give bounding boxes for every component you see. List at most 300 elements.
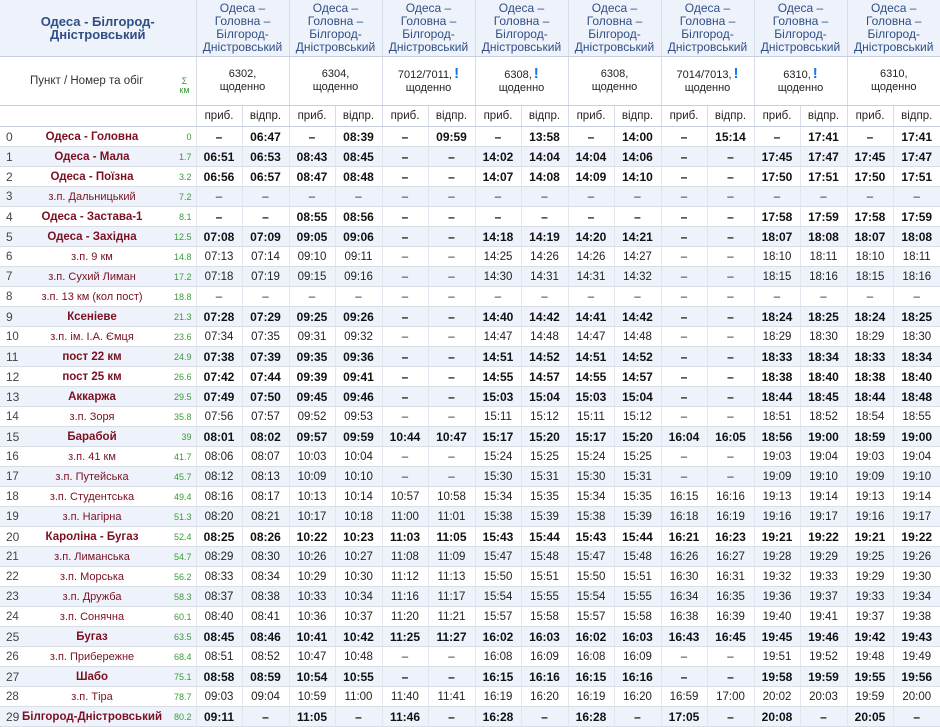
departure-time: 08:02 xyxy=(242,427,289,447)
point-header-label: Пункт / Номер та обіг xyxy=(30,74,144,87)
departure-time: – xyxy=(242,207,289,227)
distance-km: 18.8 xyxy=(162,287,196,307)
departure-time: 11:13 xyxy=(428,567,475,587)
departure-time: 14:21 xyxy=(614,227,661,247)
arrival-time: – xyxy=(196,207,242,227)
table-row xyxy=(0,667,940,687)
arrival-time: – xyxy=(382,467,428,487)
arrival-time: 10:29 xyxy=(289,567,335,587)
departure-time: 08:17 xyxy=(242,487,289,507)
arrival-time: 15:30 xyxy=(568,467,614,487)
station-name-link[interactable]: з.п. Сухий Лиман xyxy=(22,267,162,287)
row-number: 12 xyxy=(0,367,22,387)
arrival-time: 15:47 xyxy=(475,547,521,567)
station-name-link[interactable]: пост 25 км xyxy=(22,367,162,387)
arrival-time: 14:25 xyxy=(475,247,521,267)
arrival-time: 10:09 xyxy=(289,467,335,487)
table-row xyxy=(0,447,940,467)
arrival-time: 18:44 xyxy=(754,387,800,407)
warning-icon[interactable]: ! xyxy=(733,65,739,82)
warning-icon[interactable]: ! xyxy=(454,65,460,82)
arrival-time: – xyxy=(754,187,800,207)
departure-time: – xyxy=(428,407,475,427)
arrival-time: 19:42 xyxy=(847,627,893,647)
arrival-time: 15:03 xyxy=(475,387,521,407)
arrival-time: – xyxy=(661,187,707,207)
table-row xyxy=(0,207,940,227)
station-name-link[interactable]: з.п. Прибережне xyxy=(22,647,162,667)
arrival-time: 16:43 xyxy=(661,627,707,647)
departure-time: 19:04 xyxy=(800,447,847,467)
arrival-time: 18:51 xyxy=(754,407,800,427)
arrival-time: 18:38 xyxy=(754,367,800,387)
arrival-time: 19:59 xyxy=(847,687,893,707)
departure-time: 19:41 xyxy=(800,607,847,627)
arrival-time: 10:47 xyxy=(289,647,335,667)
departure-time: 15:12 xyxy=(614,407,661,427)
row-number: 10 xyxy=(0,327,22,347)
station-name-link[interactable]: з.п. Дружба xyxy=(22,587,162,607)
departure-time: 18:45 xyxy=(800,387,847,407)
arrival-time: 08:16 xyxy=(196,487,242,507)
arrival-time: 14:04 xyxy=(568,147,614,167)
table-row xyxy=(0,127,940,147)
arrival-time: 15:38 xyxy=(568,507,614,527)
arrival-time: 15:11 xyxy=(475,407,521,427)
arrival-time: 15:11 xyxy=(568,407,614,427)
arrival-time: 18:24 xyxy=(847,307,893,327)
station-name-link[interactable]: Шабо xyxy=(22,667,162,687)
arrival-time: – xyxy=(196,287,242,307)
departure-time: 15:58 xyxy=(521,607,568,627)
arrival-time: 14:20 xyxy=(568,227,614,247)
row-number: 24 xyxy=(0,607,22,627)
arrival-time: 16:04 xyxy=(661,427,707,447)
train-route-header: Одеса – Головна – Білгород-Дністровський xyxy=(568,0,661,57)
departure-time: 11:17 xyxy=(428,587,475,607)
departure-time: 11:41 xyxy=(428,687,475,707)
departure-time: – xyxy=(893,707,940,727)
arrival-time: 10:44 xyxy=(382,427,428,447)
arrival-time: 08:55 xyxy=(289,207,335,227)
arrival-time: 15:34 xyxy=(475,487,521,507)
train-number-header[interactable] xyxy=(475,57,568,106)
departure-time: 15:55 xyxy=(521,587,568,607)
station-name-link[interactable]: з.п. 41 км xyxy=(22,447,162,467)
arrival-time: 19:03 xyxy=(847,447,893,467)
departure-time: – xyxy=(707,447,754,467)
arrival-time: 06:51 xyxy=(196,147,242,167)
arrival-time: 11:20 xyxy=(382,607,428,627)
departure-time: 09:46 xyxy=(335,387,382,407)
departure-time: 08:30 xyxy=(242,547,289,567)
arrival-time: 19:40 xyxy=(754,607,800,627)
departure-time: 11:01 xyxy=(428,507,475,527)
departure-time: 15:20 xyxy=(614,427,661,447)
arrival-time: 06:56 xyxy=(196,167,242,187)
sigma-symbol: Σ xyxy=(181,76,188,86)
departure-time: 19:56 xyxy=(893,667,940,687)
departure-time: – xyxy=(428,307,475,327)
departure-time: 15:14 xyxy=(707,127,754,147)
departure-time: 08:13 xyxy=(242,467,289,487)
departure-time: 19:22 xyxy=(893,527,940,547)
station-name-link[interactable]: з.п. Зоря xyxy=(22,407,162,427)
table-row xyxy=(0,487,940,507)
train-number: 7012/7011, xyxy=(397,69,453,81)
arrival-time: 10:57 xyxy=(382,487,428,507)
arrival-time: 15:03 xyxy=(568,387,614,407)
train-number-header[interactable] xyxy=(568,57,661,106)
arrival-column-header: приб. xyxy=(196,106,242,127)
departure-time: 10:58 xyxy=(428,487,475,507)
distance-km: 68.4 xyxy=(162,647,196,667)
departure-time: – xyxy=(800,187,847,207)
arrival-time: 08:06 xyxy=(196,447,242,467)
departure-time: 11:09 xyxy=(428,547,475,567)
arrival-time: 07:49 xyxy=(196,387,242,407)
arrival-time: 10:33 xyxy=(289,587,335,607)
departure-time: 17:47 xyxy=(800,147,847,167)
train-number-header[interactable] xyxy=(754,57,847,106)
departure-time: 16:27 xyxy=(707,547,754,567)
arrival-time: 14:55 xyxy=(475,367,521,387)
arrival-time: 14:47 xyxy=(475,327,521,347)
station-name-link[interactable]: Одеса - Мала xyxy=(22,147,162,167)
departure-time: 09:04 xyxy=(242,687,289,707)
departure-time: – xyxy=(428,247,475,267)
station-name-link[interactable]: Ксеніеве xyxy=(22,307,162,327)
departure-time: 20:00 xyxy=(893,687,940,707)
departure-time: – xyxy=(521,287,568,307)
arrival-time: 18:54 xyxy=(847,407,893,427)
arrival-time: – xyxy=(382,347,428,367)
departure-time: – xyxy=(428,467,475,487)
arrival-time: 16:30 xyxy=(661,567,707,587)
arrival-time: 11:08 xyxy=(382,547,428,567)
departure-time: 14:52 xyxy=(521,347,568,367)
departure-time: 11:00 xyxy=(335,687,382,707)
arrival-time: 17:45 xyxy=(847,147,893,167)
arrival-time: 14:09 xyxy=(568,167,614,187)
table-row xyxy=(0,507,940,527)
departure-time: – xyxy=(428,447,475,467)
distance-km: 1.7 xyxy=(162,147,196,167)
arrival-time: 20:02 xyxy=(754,687,800,707)
departure-time: 15:31 xyxy=(521,467,568,487)
departure-time: 18:30 xyxy=(800,327,847,347)
row-number: 21 xyxy=(0,547,22,567)
arrival-time: 17:45 xyxy=(754,147,800,167)
arrival-time: – xyxy=(754,127,800,147)
departure-time: – xyxy=(242,287,289,307)
departure-time: 15:44 xyxy=(521,527,568,547)
distance-km: 56.2 xyxy=(162,567,196,587)
departure-time: 19:10 xyxy=(800,467,847,487)
departure-time: 15:25 xyxy=(521,447,568,467)
train-route-header: Одеса – Головна – Білгород-Дністровський xyxy=(196,0,289,57)
timetable-body xyxy=(0,127,940,727)
arrival-time: 18:07 xyxy=(847,227,893,247)
table-row xyxy=(0,587,940,607)
arrival-time: 18:10 xyxy=(847,247,893,267)
departure-time: 19:49 xyxy=(893,647,940,667)
departure-time: 15:48 xyxy=(521,547,568,567)
warning-icon[interactable]: ! xyxy=(812,65,818,82)
arrival-time: 16:19 xyxy=(475,687,521,707)
point-header xyxy=(0,57,196,106)
train-days: щоденно xyxy=(591,81,638,93)
arrival-time: 19:13 xyxy=(754,487,800,507)
arrival-time: 18:24 xyxy=(754,307,800,327)
row-number: 22 xyxy=(0,567,22,587)
arrival-time: – xyxy=(382,647,428,667)
departure-time: – xyxy=(428,707,475,727)
arrival-column-header: приб. xyxy=(475,106,521,127)
station-name-link[interactable]: з.п. 9 км xyxy=(22,247,162,267)
station-name-link[interactable]: Одеса - Застава-1 xyxy=(22,207,162,227)
header-blank xyxy=(0,106,196,127)
departure-time: 09:06 xyxy=(335,227,382,247)
departure-time: – xyxy=(242,187,289,207)
departure-time: 19:14 xyxy=(800,487,847,507)
departure-time: 16:16 xyxy=(521,667,568,687)
departure-time: 19:04 xyxy=(893,447,940,467)
arrival-time: – xyxy=(382,167,428,187)
station-name-link[interactable]: Бугаз xyxy=(22,627,162,647)
train-route-header: Одеса – Головна – Білгород-Дністровський xyxy=(289,0,382,57)
arrival-time: – xyxy=(661,467,707,487)
station-name-link[interactable]: пост 22 км xyxy=(22,347,162,367)
route-title: Одеса - Білгород-Дністровський xyxy=(0,0,196,57)
arrival-time: 15:50 xyxy=(475,567,521,587)
station-name-link[interactable]: Барабой xyxy=(22,427,162,447)
departure-time: 16:09 xyxy=(614,647,661,667)
arrival-column-header: приб. xyxy=(382,106,428,127)
departure-time: – xyxy=(428,267,475,287)
departure-time: – xyxy=(521,707,568,727)
arrival-time: 19:36 xyxy=(754,587,800,607)
departure-time: 11:05 xyxy=(428,527,475,547)
station-name-link[interactable]: Одеса - Головна xyxy=(22,127,162,147)
departure-time: 14:32 xyxy=(614,267,661,287)
arrival-time: – xyxy=(382,287,428,307)
departure-time: – xyxy=(242,707,289,727)
departure-column-header: відпр. xyxy=(335,106,382,127)
distance-km: 23.6 xyxy=(162,327,196,347)
arrival-time: – xyxy=(661,167,707,187)
row-number: 18 xyxy=(0,487,22,507)
station-name-link[interactable]: Білгород-Дністровський xyxy=(22,707,162,727)
departure-time: 07:57 xyxy=(242,407,289,427)
station-name-link[interactable]: з.п. Дальницький xyxy=(22,187,162,207)
arrival-time: 19:51 xyxy=(754,647,800,667)
departure-time: 18:48 xyxy=(893,387,940,407)
arrival-time: 07:08 xyxy=(196,227,242,247)
station-name-link[interactable]: Аккаржа xyxy=(22,387,162,407)
row-number: 23 xyxy=(0,587,22,607)
departure-time: 07:14 xyxy=(242,247,289,267)
table-row xyxy=(0,367,940,387)
arrival-time: 15:47 xyxy=(568,547,614,567)
arrival-time: 08:29 xyxy=(196,547,242,567)
departure-time: 14:10 xyxy=(614,167,661,187)
departure-time: 19:10 xyxy=(893,467,940,487)
station-name-link[interactable]: з.п. Тіра xyxy=(22,687,162,707)
arrival-time: 19:37 xyxy=(847,607,893,627)
station-name-link[interactable]: Одеса - Поїзна xyxy=(22,167,162,187)
station-name-link[interactable]: з.п. Лиманська xyxy=(22,547,162,567)
arrival-time: – xyxy=(475,127,521,147)
departure-time: – xyxy=(428,227,475,247)
train-days: щоденно xyxy=(777,82,824,94)
departure-time: 08:45 xyxy=(335,147,382,167)
station-name-link[interactable]: з.п. Путейська xyxy=(22,467,162,487)
departure-time: – xyxy=(335,707,382,727)
departure-time: 10:04 xyxy=(335,447,382,467)
distance-km: 58.3 xyxy=(162,587,196,607)
station-name-link[interactable]: з.п. ім. І.А. Ємця xyxy=(22,327,162,347)
departure-time: 08:46 xyxy=(242,627,289,647)
arrival-time: – xyxy=(382,247,428,267)
departure-time: 14:48 xyxy=(614,327,661,347)
row-number: 26 xyxy=(0,647,22,667)
departure-time: 18:55 xyxy=(893,407,940,427)
station-name-link[interactable]: Кароліна - Бугаз xyxy=(22,527,162,547)
row-number: 25 xyxy=(0,627,22,647)
departure-time: 18:40 xyxy=(800,367,847,387)
departure-time: 09:59 xyxy=(335,427,382,447)
departure-time: – xyxy=(707,147,754,167)
train-number-header[interactable] xyxy=(289,57,382,106)
distance-km: 54.7 xyxy=(162,547,196,567)
train-number-header[interactable] xyxy=(196,57,289,106)
arrival-time: 11:16 xyxy=(382,587,428,607)
arrival-time: – xyxy=(382,227,428,247)
departure-time: – xyxy=(707,387,754,407)
departure-time: 14:42 xyxy=(521,307,568,327)
departure-time: 10:18 xyxy=(335,507,382,527)
station-name-link[interactable]: з.п. Студентська xyxy=(22,487,162,507)
arrival-time: 18:44 xyxy=(847,387,893,407)
station-name-link[interactable]: з.п. Сонячна xyxy=(22,607,162,627)
warning-icon[interactable]: ! xyxy=(533,65,539,82)
row-number: 0 xyxy=(0,127,22,147)
arrival-time: 19:58 xyxy=(754,667,800,687)
arrival-time: 08:37 xyxy=(196,587,242,607)
table-row xyxy=(0,547,940,567)
station-name-link[interactable]: з.п. Морська xyxy=(22,567,162,587)
train-number-header[interactable] xyxy=(661,57,754,106)
departure-time: 14:08 xyxy=(521,167,568,187)
arrival-time: 16:08 xyxy=(568,647,614,667)
departure-time: 15:04 xyxy=(614,387,661,407)
arrival-time: – xyxy=(661,367,707,387)
departure-time: 17:51 xyxy=(893,167,940,187)
table-row xyxy=(0,467,940,487)
departure-time: 14:31 xyxy=(521,267,568,287)
arrival-time: 19:48 xyxy=(847,647,893,667)
table-row xyxy=(0,687,940,707)
departure-time: 09:16 xyxy=(335,267,382,287)
departure-time: 10:42 xyxy=(335,627,382,647)
departure-time: 19:30 xyxy=(893,567,940,587)
arrival-time: 10:54 xyxy=(289,667,335,687)
arrival-time: – xyxy=(661,267,707,287)
departure-column-header: відпр. xyxy=(707,106,754,127)
departure-time: – xyxy=(614,187,661,207)
departure-time: – xyxy=(614,207,661,227)
departure-time: 09:26 xyxy=(335,307,382,327)
arrival-time: 07:28 xyxy=(196,307,242,327)
departure-time: – xyxy=(614,287,661,307)
table-row xyxy=(0,287,940,307)
arrival-time: 15:43 xyxy=(568,527,614,547)
distance-km: 17.2 xyxy=(162,267,196,287)
arrival-time: – xyxy=(475,207,521,227)
arrival-time: 10:59 xyxy=(289,687,335,707)
departure-column-header: відпр. xyxy=(614,106,661,127)
departure-time: 10:37 xyxy=(335,607,382,627)
arrival-time: 17:50 xyxy=(847,167,893,187)
departure-time: – xyxy=(335,187,382,207)
train-days: щоденно xyxy=(498,82,545,94)
departure-time: – xyxy=(707,467,754,487)
arrival-time: 14:31 xyxy=(568,267,614,287)
arrival-time: – xyxy=(382,407,428,427)
departure-time: 14:42 xyxy=(614,307,661,327)
departure-time: – xyxy=(428,387,475,407)
arrival-time: 15:17 xyxy=(568,427,614,447)
departure-time: 19:59 xyxy=(800,667,847,687)
distance-km: 49.4 xyxy=(162,487,196,507)
train-number-header[interactable] xyxy=(847,57,940,106)
arrival-time: – xyxy=(289,287,335,307)
departure-time: 17:41 xyxy=(800,127,847,147)
row-number: 9 xyxy=(0,307,22,327)
departure-time: – xyxy=(428,367,475,387)
train-route-header: Одеса – Головна – Білгород-Дністровський xyxy=(661,0,754,57)
arrival-time: – xyxy=(661,387,707,407)
departure-time: 18:08 xyxy=(893,227,940,247)
arrival-time: 16:19 xyxy=(568,687,614,707)
departure-time: 17:59 xyxy=(893,207,940,227)
departure-time: 16:20 xyxy=(614,687,661,707)
departure-time: 18:16 xyxy=(893,267,940,287)
arrival-time: – xyxy=(661,227,707,247)
distance-km: 8.1 xyxy=(162,207,196,227)
departure-time: – xyxy=(707,207,754,227)
table-row xyxy=(0,647,940,667)
arrival-time: – xyxy=(568,187,614,207)
station-name-link[interactable]: з.п. Нагірна xyxy=(22,507,162,527)
station-name-link[interactable]: з.п. 13 км (кол пост) xyxy=(22,287,162,307)
train-number: 7014/7013, xyxy=(676,69,732,81)
arrival-column-header: приб. xyxy=(661,106,707,127)
distance-km: 26.6 xyxy=(162,367,196,387)
station-name-link[interactable]: Одеса - Західна xyxy=(22,227,162,247)
table-row xyxy=(0,527,940,547)
arrival-time: 14:26 xyxy=(568,247,614,267)
train-number-header[interactable] xyxy=(382,57,475,106)
arrival-time: 14:30 xyxy=(475,267,521,287)
departure-time: 10:14 xyxy=(335,487,382,507)
departure-time: – xyxy=(707,287,754,307)
arrival-time: – xyxy=(661,647,707,667)
departure-time: 08:26 xyxy=(242,527,289,547)
arrival-time: 17:50 xyxy=(754,167,800,187)
row-number: 15 xyxy=(0,427,22,447)
